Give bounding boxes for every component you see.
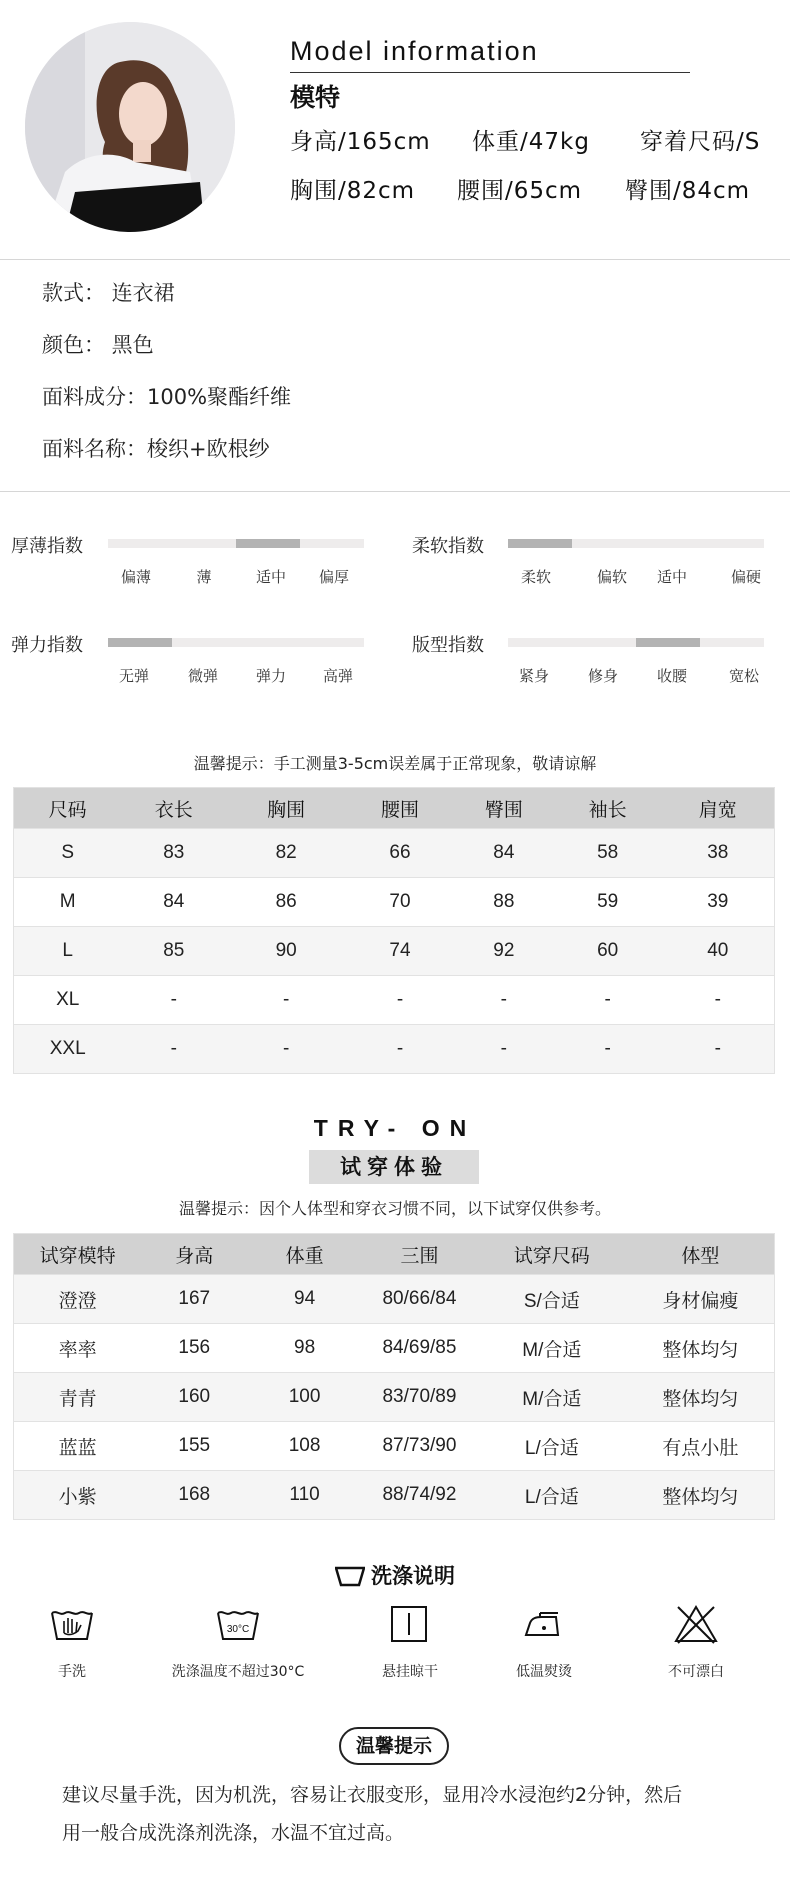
- index-option: 适中: [255, 568, 287, 586]
- table-cell: 83: [121, 829, 226, 878]
- table-cell: -: [226, 1025, 346, 1074]
- section-divider: [0, 259, 790, 260]
- index-label: 柔软指数: [412, 536, 484, 557]
- index-option: 高弹: [322, 667, 354, 685]
- table-row: [14, 1324, 775, 1373]
- table-row: [14, 1471, 775, 1520]
- index-option: 适中: [656, 568, 688, 586]
- header-cell: 臀围: [454, 788, 554, 829]
- model-avatar: [25, 22, 235, 232]
- wash-title: [0, 1560, 790, 1590]
- header-cell: 试穿模特: [14, 1234, 142, 1275]
- index-option: 偏厚: [318, 568, 350, 586]
- model-info-title: Model information: [290, 36, 539, 66]
- table-cell: 88: [454, 878, 554, 927]
- table-cell: 有点小肚: [627, 1422, 775, 1471]
- table-row: [14, 1373, 775, 1422]
- wash-label: 不可漂白: [668, 1664, 724, 1680]
- product-color: 颜色： 黑色: [42, 333, 154, 357]
- index-label: 厚薄指数: [11, 536, 83, 557]
- index-option: 偏硬: [730, 568, 762, 586]
- tryon-table-header: [14, 1234, 775, 1275]
- index-option: 紧身: [518, 667, 550, 685]
- wash-30-icon: [214, 1603, 262, 1647]
- table-cell: S/合适: [477, 1275, 627, 1324]
- index-option: 无弹: [118, 667, 150, 685]
- table-cell: 88/74/92: [362, 1471, 477, 1520]
- table-cell: -: [454, 1025, 554, 1074]
- table-row: [14, 1275, 775, 1324]
- table-cell: 83/70/89: [362, 1373, 477, 1422]
- table-cell: 66: [346, 829, 454, 878]
- table-cell: 110: [247, 1471, 362, 1520]
- index-option: 偏软: [596, 568, 628, 586]
- model-height: 身高/165cm: [290, 129, 431, 155]
- table-cell: 59: [554, 878, 662, 927]
- index-track: [508, 539, 764, 548]
- wash-label: 悬挂晾干: [382, 1664, 438, 1680]
- table-cell: 87/73/90: [362, 1422, 477, 1471]
- table-cell: 澄澄: [14, 1275, 142, 1324]
- table-cell: 160: [141, 1373, 247, 1422]
- table-cell: L: [14, 927, 122, 976]
- index-option: 收腰: [656, 667, 688, 685]
- model-weight: 体重/47kg: [472, 129, 590, 155]
- measurement-tip: 温馨提示：手工测量3-5cm误差属于正常现象，敬请谅解: [193, 754, 597, 773]
- header-cell: 尺码: [14, 788, 122, 829]
- index-option: 微弹: [187, 667, 219, 685]
- notice-line: 建议尽量手洗，因为机洗，容易让衣服变形，显用冷水浸泡约2分钟，然后: [62, 1784, 683, 1806]
- index-marker: [508, 539, 572, 548]
- wash-label: 洗涤温度不超过30°C: [171, 1664, 305, 1680]
- table-row: [14, 829, 775, 878]
- index-track: [108, 638, 364, 647]
- table-row: [14, 1422, 775, 1471]
- header-cell: 身高: [141, 1234, 247, 1275]
- table-cell: -: [662, 1025, 775, 1074]
- model-size: 穿着尺码/S: [640, 129, 761, 155]
- index-option: 偏薄: [120, 568, 152, 586]
- table-cell: S: [14, 829, 122, 878]
- index-marker: [636, 638, 700, 647]
- table-cell: 94: [247, 1275, 362, 1324]
- basin-icon: [335, 1565, 365, 1587]
- table-cell: 率率: [14, 1324, 142, 1373]
- header-cell: 袖长: [554, 788, 662, 829]
- index-label: 弹力指数: [11, 635, 83, 656]
- table-cell: -: [454, 976, 554, 1025]
- table-cell: 86: [226, 878, 346, 927]
- table-row: [14, 976, 775, 1025]
- wash-temp-badge: 30°C: [226, 1624, 250, 1635]
- table-cell: 小紫: [14, 1471, 142, 1520]
- tryon-title-cn: 试穿体验: [309, 1150, 479, 1184]
- table-cell: 98: [247, 1324, 362, 1373]
- index-label: 版型指数: [412, 635, 484, 656]
- table-cell: M/合适: [477, 1373, 627, 1422]
- table-cell: 58: [554, 829, 662, 878]
- table-cell: -: [346, 1025, 454, 1074]
- table-cell: 155: [141, 1422, 247, 1471]
- table-cell: 38: [662, 829, 775, 878]
- hang-dry-icon: [385, 1603, 433, 1647]
- table-cell: -: [346, 976, 454, 1025]
- table-row: [14, 927, 775, 976]
- product-fabric: 面料名称：梭织+欧根纱: [42, 437, 270, 461]
- table-cell: 整体均匀: [627, 1324, 775, 1373]
- table-cell: -: [121, 1025, 226, 1074]
- table-cell: M: [14, 878, 122, 927]
- table-cell: XXL: [14, 1025, 122, 1074]
- header-cell: 衣长: [121, 788, 226, 829]
- product-style: 款式： 连衣裙: [42, 281, 175, 305]
- title-underline: [290, 72, 690, 73]
- table-cell: 60: [554, 927, 662, 976]
- table-cell: 167: [141, 1275, 247, 1324]
- index-option: 宽松: [728, 667, 760, 685]
- table-cell: XL: [14, 976, 122, 1025]
- table-cell: 青青: [14, 1373, 142, 1422]
- table-cell: 85: [121, 927, 226, 976]
- table-cell: -: [226, 976, 346, 1025]
- table-cell: 70: [346, 878, 454, 927]
- table-cell: L/合适: [477, 1471, 627, 1520]
- table-cell: 80/66/84: [362, 1275, 477, 1324]
- size-table-header: [14, 788, 775, 829]
- table-cell: 92: [454, 927, 554, 976]
- index-track: [108, 539, 364, 548]
- table-cell: 84: [121, 878, 226, 927]
- table-cell: -: [554, 976, 662, 1025]
- section-divider: [0, 491, 790, 492]
- table-cell: 90: [226, 927, 346, 976]
- hand-wash-icon: [48, 1603, 96, 1647]
- table-cell: 39: [662, 878, 775, 927]
- table-cell: -: [662, 976, 775, 1025]
- table-cell: 整体均匀: [627, 1471, 775, 1520]
- table-row: [14, 1025, 775, 1074]
- model-subtitle: 模特: [290, 83, 341, 112]
- table-cell: 40: [662, 927, 775, 976]
- header-cell: 三围: [362, 1234, 477, 1275]
- table-cell: M/合适: [477, 1324, 627, 1373]
- index-track: [508, 638, 764, 647]
- index-option: 柔软: [520, 568, 552, 586]
- table-cell: 74: [346, 927, 454, 976]
- index-option: 修身: [587, 667, 619, 685]
- header-cell: 肩宽: [662, 788, 775, 829]
- table-cell: -: [554, 1025, 662, 1074]
- table-cell: L/合适: [477, 1422, 627, 1471]
- notice-line: 用一般合成洗涤剂洗涤，水温不宜过高。: [62, 1822, 405, 1844]
- table-cell: 82: [226, 829, 346, 878]
- wash-label: 手洗: [58, 1664, 86, 1680]
- low-iron-icon: [520, 1603, 568, 1647]
- model-waist: 腰围/65cm: [457, 178, 583, 204]
- table-cell: 身材偏瘦: [627, 1275, 775, 1324]
- size-table: [13, 787, 775, 1074]
- table-cell: 84/69/85: [362, 1324, 477, 1373]
- tryon-tip: 温馨提示：因个人体型和穿衣习惯不同，以下试穿仅供参考。: [178, 1199, 611, 1218]
- table-cell: 蓝蓝: [14, 1422, 142, 1471]
- index-option: 弹力: [255, 667, 287, 685]
- table-cell: 整体均匀: [627, 1373, 775, 1422]
- notice-title: 温馨提示: [339, 1727, 449, 1765]
- table-cell: 156: [141, 1324, 247, 1373]
- table-cell: 168: [141, 1471, 247, 1520]
- model-hip: 臀围/84cm: [625, 178, 751, 204]
- index-option: 薄: [196, 568, 212, 586]
- model-photo: [25, 22, 235, 232]
- table-cell: 100: [247, 1373, 362, 1422]
- table-cell: 84: [454, 829, 554, 878]
- table-cell: -: [121, 976, 226, 1025]
- index-marker: [108, 638, 172, 647]
- product-composition: 面料成分：100%聚酯纤维: [42, 385, 292, 409]
- wash-title-text: 洗涤说明: [371, 1564, 455, 1588]
- header-cell: 胸围: [226, 788, 346, 829]
- wash-label: 低温熨烫: [516, 1664, 572, 1680]
- table-cell: 108: [247, 1422, 362, 1471]
- index-marker: [236, 539, 300, 548]
- model-bust: 胸围/82cm: [290, 178, 416, 204]
- header-cell: 体重: [247, 1234, 362, 1275]
- header-cell: 体型: [627, 1234, 775, 1275]
- table-row: [14, 878, 775, 927]
- header-cell: 试穿尺码: [477, 1234, 627, 1275]
- header-cell: 腰围: [346, 788, 454, 829]
- tryon-title-en: TRY- ON: [313, 1115, 477, 1141]
- tryon-table: [13, 1233, 775, 1520]
- no-bleach-icon: [672, 1603, 720, 1647]
